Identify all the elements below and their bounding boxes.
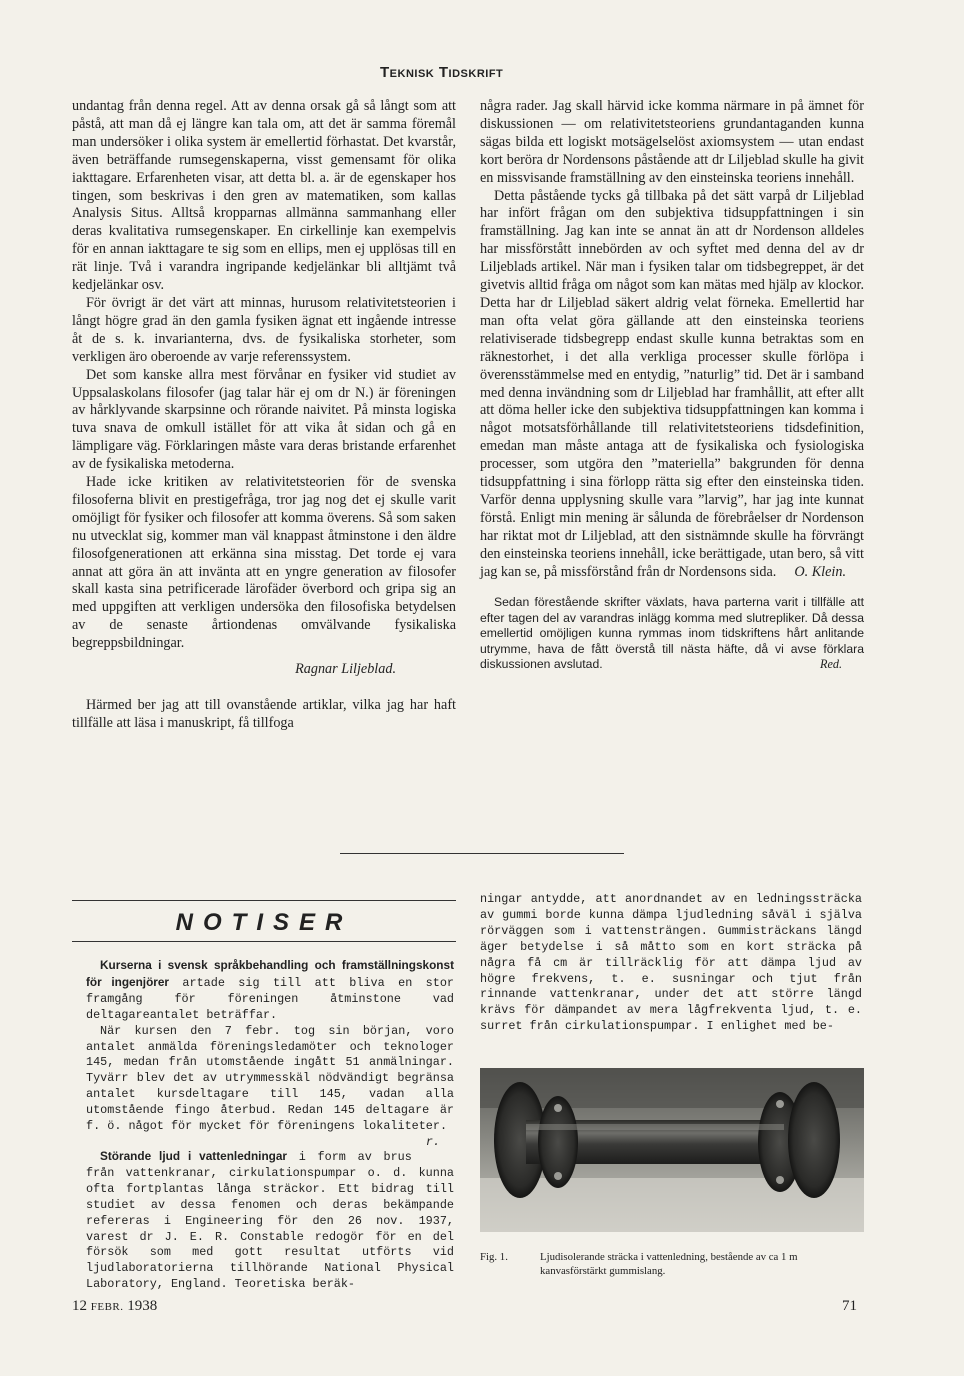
notiser-right-column bbox=[480, 892, 862, 1035]
right-column bbox=[480, 98, 864, 673]
paragraph bbox=[480, 188, 864, 582]
paragraph: några rader. Jag skall härvid icke komma närmare in på ämnet för diskussionen — om relativitetsteoriens grundantaganden kunna sägas bilda ett logiskt motsägelselöst axiomsystem — utan endast kort beröra dr Nordensons påstående att dr Liljeblad skulle ha givit en missvisande framställning av den einsteinska teoriens innehåll. bbox=[480, 98, 864, 186]
notiser-header bbox=[72, 900, 456, 942]
date-year: 1938 bbox=[127, 1298, 158, 1314]
figure-caption bbox=[480, 1250, 864, 1278]
page-number: 71 bbox=[842, 1298, 857, 1314]
notice-text: ningar antydde, att anordnandet av en ledningssträcka av gummi borde kunna dämpa ljudledning såväl i själva rörväggen som i vattensträngen. Gummisträckans längd äger betydelse i så måtto som en kort sträcka på några få cm är tillräcklig för att dämpa ljud av högre frekvens, t. e. susningar och tjut från rinnande vattenkranar, under det att större längd krävs för dämpandet av mera lågfrekventa ljud, t. e. surret från cirkulationspumpar. I enlighet med be- bbox=[480, 892, 862, 1034]
paragraph: Hade icke kritiken av relativitetsteorien för de svenska filosoferna blivit en prestigefråga, tror jag nog det ej skulle varit omöjligt för fysiker och filosofer att komma överens. Så som saken nu utvecklat sig, kommer man väl knappast åtminstone i den äldre filosofgenerationen att erkänna sina misstag. Det torde ej vara annat att göra än att invänta att en yngre generation av filosofer skall kasta sina petrificerade lärofäder överbord och gripa sig an med uppgiften att verkligen undersöka den filosofiska betydelsen av de senaste årtiondenas omvälvande fysikaliska begreppsbildningar. bbox=[72, 474, 456, 652]
editor-note-text: Sedan förestående skrifter växlats, hava parterna varit i tillfälle att efter tagen del av varandras inlägg komma med slutrepliker. Då dessa emellertid omöjligen kunna rymmas inom tidskriftens hårt anlitande utrymme, hava de fått överstå till nästa häfte, då vi avse förklara diskussionen avslutad. bbox=[480, 595, 864, 672]
paragraph: Det som kanske allra mest förvånar en fysiker vid studiet av Uppsalaskolans filosofer (jag talar här ej om dr N.) är föreningen av hårklyvande skarpsinne och rörande naivitet. På minsta logiska tuva snava de omkull istället för att vika åt sidan och gå en lämpligare väg. Förklaringen måste vara deras bristande erfarenhet av de fysikaliska metoderna. bbox=[72, 366, 456, 473]
paragraph: undantag från denna regel. Att av denna orsak gå så långt som att påstå, att man då ej längre kan tala om, att det är samma föremål man undersöker i olika system är emellertid förhastat. Det kvarstår, även beträffande rumsegenskaperna, visst gemensamt för olika iakttagare. Erfarenheten visar, att detta bl. a. är de egenskaper hos tingen, som beskrivas i den gren av matematiken, som kallas Analysis Situs. Alltså kropparnas allmänna sammanhang eller deras kvalitativa rumsegenskaper. En cirkellinje kan exempelvis för en annan iakttagare te sig som en ellips, men ej upplösas till en rät linje. Två i varandra ingripande kedjelänkar bli alltjämt två kedjelänkar osv. bbox=[72, 98, 456, 294]
paragraph-text: Detta påstående tycks gå tillbaka på det sätt varpå dr Liljeblad har infört frågan om den subjektiva tidsuppfattningen i sin framställning. Jag kan inte se annat än att dr Nordenson alldeles har missförstått innebörden av och syftet med denna del av dr Liljeblads artikel. När man i fysiken talar om tidsbegreppet, är det givetvis alltid fråga om något som kan mätas med hjälp av klockor. Detta har dr Liljeblad säkert aldrig velat förneka. Emellertid har man ofta velat göra gällande att den einsteinska teoriens relativiserade tidsbegrepp endast skulle kunna betraktas som en räknestorhet, i det alla verkliga processer skulle förlöpa i överensstämmelse med en entydig, ”naturlig” tid. Det är i samband med denna invändning som dr Liljeblad har framhållit, att efter allt att döma heller icke den subjektiva tidsuppfattningen kan komma i något motsatsförhållande till relativitetsteoriens tidsdefinition, emedan man måste antaga att de fysikaliska och fysiologiska processer, som utgöra den ”materiella” bakgrunden för denna tidsuppfattning i sina förlopp rätta sig efter den einsteinska tiden. Varför denna upplysning skulle vara ”larvig”, har jag inte kunnat förstå. Enligt min mening är sålunda de förebråelser dr Nordenson har riktat mot dr Liljeblad, att den sistnämnde skulle ha förvrängt den einsteinska teoriens innehåll, icke berättigade, utan bero, så vitt jag kan se, på missförstånd från dr Nordensons sida. bbox=[480, 187, 864, 580]
notice-text: i form av brus från vattenkranar, cirkulationspumpar o. d. kunna ofta fortplantas långa sträckor. Ett bidrag till studiet av dessa fenomen och deras bekämpande refereras i Engineering för den 26 nov. 1937, varest dr J. E. R. Constable redogör för en del försök som med gott resultat utförts vid ljudlaboratorierna tillhörande National Physical Laboratory, England. Teoretiska beräk- bbox=[86, 1149, 454, 1292]
notiser-left-column bbox=[86, 958, 454, 1293]
author-signature: Ragnar Liljeblad. bbox=[295, 661, 396, 678]
masthead: Teknisk Tidskrift bbox=[380, 64, 504, 81]
figure-photo bbox=[480, 1068, 864, 1232]
notice-heading: Kurserna i svensk språkbehandling och framställningskonst för ingenjörer bbox=[86, 958, 454, 989]
notice-text: artade sig till att bliva en stor framgång för föreningen åtminstone vad deltagareantalet beträffar. bbox=[86, 975, 454, 1022]
pipe-photo-image bbox=[480, 1068, 864, 1232]
date-day: 12 bbox=[72, 1298, 87, 1314]
notice-signature: r. bbox=[425, 1134, 440, 1149]
figure-label: Fig. 1. bbox=[480, 1251, 508, 1263]
figure-caption-text: Ljudisolerande sträcka i vattenledning, bestående av ca 1 m kanvasförstärkt gummislang. bbox=[540, 1251, 798, 1277]
notice-item bbox=[86, 1023, 454, 1149]
author-signature: O. Klein. bbox=[794, 563, 846, 580]
section-divider bbox=[340, 853, 624, 854]
left-column bbox=[72, 98, 456, 733]
footer-date bbox=[72, 1298, 157, 1315]
notice-item bbox=[86, 958, 454, 1024]
notice-heading: Störande ljud i vattenledningar bbox=[100, 1148, 288, 1163]
paragraph: Härmed ber jag att till ovanstående artiklar, vilka jag har haft tillfälle att läsa i manuskript, få tillfoga bbox=[72, 697, 456, 731]
editor-signature: Red. bbox=[820, 657, 842, 672]
paragraph: För övrigt är det värt att minnas, hurusom relativitetsteorien i långt högre grad än den gamla fysiken ägnat ett ingående intresse åt de s. k. invarianterna, dvs. de fysikaliska storheter, som verkligen äro oberoende av varje referenssystem. bbox=[72, 294, 456, 365]
editor-note bbox=[480, 595, 864, 672]
notice-text: När kursen den 7 febr. tog sin början, voro antalet anmälda föreningsledamöter och teknologer 145, medan från utomstående ingått 51 anmälningar. Tyvärr blev det av utrymmesskäl nödvändigt begränsa antalet kursdeltagare till 145, vadan alla utomstående fingo återbud. Redan 145 deltagare är f. ö. något för mycket för föreningens lokaliteter. bbox=[86, 1023, 454, 1134]
date-month: FEBR. bbox=[90, 1301, 124, 1313]
notice-item bbox=[86, 1149, 454, 1293]
section-title: NOTISER bbox=[175, 909, 353, 936]
